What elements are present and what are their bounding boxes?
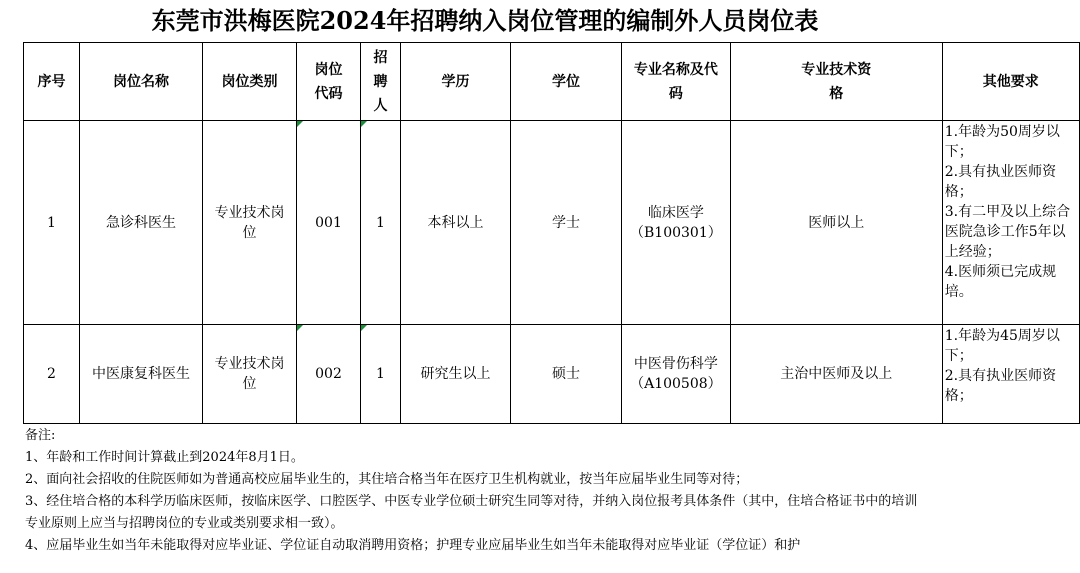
cell-major bbox=[622, 121, 731, 325]
page-title bbox=[0, 2, 1080, 40]
requirement-line: 2.具有执业医师资格； bbox=[944, 368, 1057, 404]
cell-seq: 1 bbox=[24, 121, 80, 325]
positions-table bbox=[23, 42, 1080, 424]
header-major bbox=[622, 43, 731, 121]
table-header-row bbox=[24, 43, 1080, 121]
notes-section bbox=[25, 425, 925, 553]
header-recruit-count-text: 招聘人 bbox=[373, 49, 388, 114]
cell-post-type bbox=[203, 325, 297, 424]
notes-heading: 备注: bbox=[25, 428, 56, 443]
cell-degree: 学士 bbox=[511, 121, 622, 325]
header-post-code-text: 岗位代码 bbox=[314, 61, 343, 102]
cell-recruit-count: 1 bbox=[361, 121, 401, 325]
cell-education: 本科以上 bbox=[401, 121, 511, 325]
note-item: 4、应届毕业生如当年未能取得对应毕业证、学位证自动取消聘用资格；护理专业应届毕业生如当年未能取得对应毕业证（学位证）和护 bbox=[25, 538, 801, 553]
table-row bbox=[24, 325, 1080, 424]
cell-post-name: 中医康复科医生 bbox=[80, 325, 203, 424]
header-seq: 序号 bbox=[24, 43, 80, 121]
note-item: 3、经住培合格的本科学历临床医师，按临床医学、口腔医学、中医专业学位硕士研究生同等对待，并纳入岗位报考具体条件（其中，住培合格证书中的培训专业原则上应当与招聘岗位的专业或类别要求相一致）。 bbox=[25, 494, 918, 531]
cell-major bbox=[622, 325, 731, 424]
header-qualification-text: 专业技术资格 bbox=[801, 61, 872, 102]
cell-post-type-text: 专业技术岗位 bbox=[214, 204, 285, 241]
header-major-text: 专业名称及代码 bbox=[633, 61, 718, 102]
header-post-code bbox=[297, 43, 361, 121]
header-qualification bbox=[730, 43, 942, 121]
table-row bbox=[24, 121, 1080, 325]
cell-recruit-count: 1 bbox=[361, 325, 401, 424]
cell-qualification: 主治中医师及以上 bbox=[730, 325, 942, 424]
note-item: 2、面向社会招收的住院医师如为普通高校应届毕业生的，其住培合格当年在医疗卫生机构就业，按当年应届毕业生同等对待； bbox=[25, 472, 749, 487]
requirement-line: 2.具有执业医师资格； bbox=[944, 164, 1057, 200]
header-post-name: 岗位名称 bbox=[80, 43, 203, 121]
cell-other-requirements bbox=[942, 325, 1079, 424]
cell-post-code: 001 bbox=[297, 121, 361, 325]
header-post-type: 岗位类别 bbox=[203, 43, 297, 121]
cell-post-code: 002 bbox=[297, 325, 361, 424]
cell-major-text: 临床医学（B100301） bbox=[630, 204, 722, 241]
cell-qualification: 医师以上 bbox=[730, 121, 942, 325]
header-education: 学历 bbox=[401, 43, 511, 121]
cell-major-text: 中医骨伤科学（A100508） bbox=[630, 356, 722, 392]
header-other: 其他要求 bbox=[942, 43, 1079, 121]
note-item: 1、年龄和工作时间计算截止到2024年8月1日。 bbox=[25, 450, 304, 465]
title-text: 东莞市洪梅医院2024年招聘纳入岗位管理的编制外人员岗位表 bbox=[151, 6, 819, 35]
cell-post-name: 急诊科医生 bbox=[80, 121, 203, 325]
cell-seq: 2 bbox=[24, 325, 80, 424]
requirement-line: 1.年龄为50周岁以下； bbox=[944, 124, 1060, 160]
requirement-line: 3.有二甲及以上综合医院急诊工作5年以上经验； bbox=[944, 204, 1071, 260]
cell-degree: 硕士 bbox=[511, 325, 622, 424]
requirement-line: 1.年龄为45周岁以下； bbox=[944, 328, 1060, 364]
requirement-line: 4.医师须已完成规培。 bbox=[944, 264, 1057, 300]
header-recruit-count bbox=[361, 43, 401, 121]
cell-post-type bbox=[203, 121, 297, 325]
header-degree: 学位 bbox=[511, 43, 622, 121]
cell-education: 研究生以上 bbox=[401, 325, 511, 424]
cell-post-type-text: 专业技术岗位 bbox=[214, 356, 285, 392]
cell-other-requirements bbox=[942, 121, 1079, 325]
